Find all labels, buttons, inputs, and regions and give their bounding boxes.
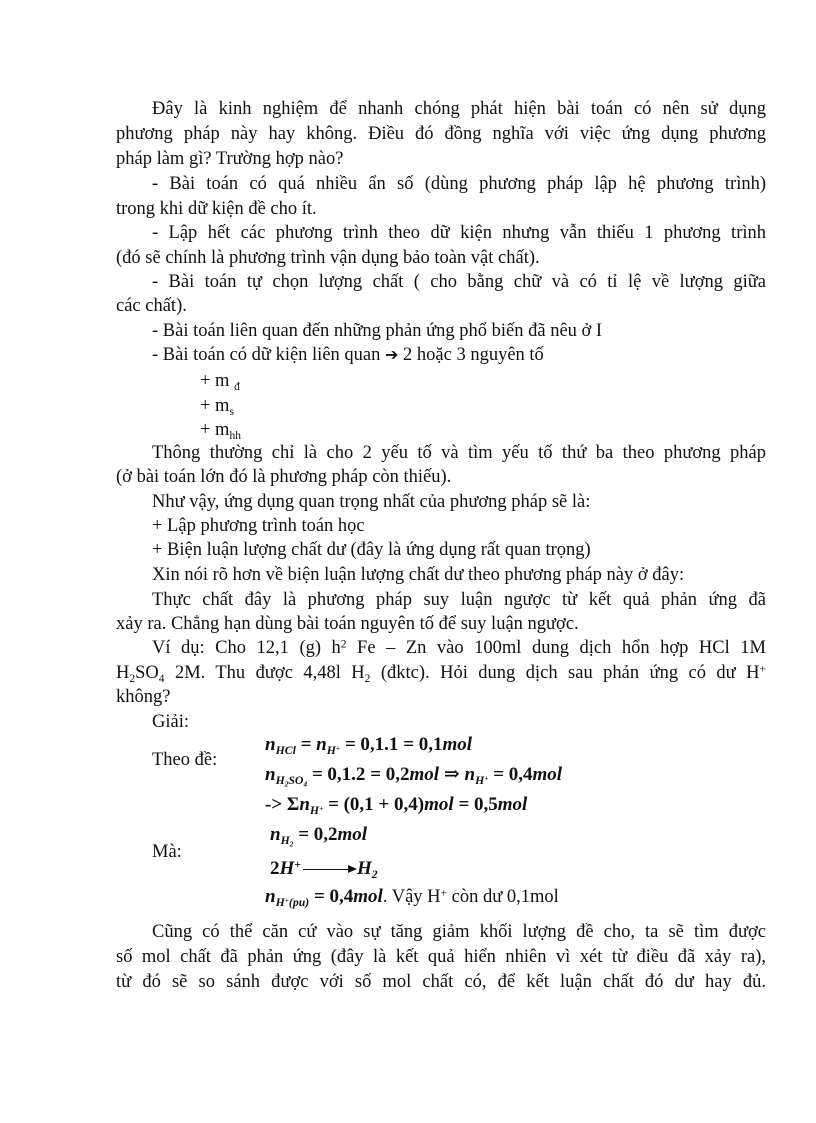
equation-content: 2H+ $H_2$	[270, 858, 378, 882]
list-item: - Bài toán tự chọn lượng chất ( cho bằng chữ và có tỉ lệ về lượng giữa	[152, 272, 766, 292]
paragraph-line: Như vậy, ứng dụng quan trọng nhất của phương pháp sẽ là:	[152, 492, 591, 512]
example-text: 2M. Thu được 4,48l H	[164, 663, 365, 683]
list-item	[152, 343, 766, 367]
subscript: 4	[158, 673, 165, 685]
conclusion-text: . Vậy H	[382, 887, 441, 907]
example-text: SO	[135, 663, 159, 683]
label-theo-de: Theo đề:	[152, 750, 218, 770]
equation-n-h2	[270, 822, 367, 848]
paragraph-line: xảy ra. Chẳng hạn dùng bài toán nguyên tố để suy luận ngược.	[116, 614, 579, 634]
equation-n-h-pu-line	[265, 884, 765, 910]
paragraph-line: Thực chất đây là phương pháp suy luận ngược từ kết quả phản ứng đã	[152, 590, 766, 610]
sub-item-text: + m	[200, 420, 230, 440]
paragraph-line: Thông thường chỉ là cho 2 yếu tố và tìm yếu tố thứ ba theo phương pháp	[152, 443, 766, 463]
superscript: 2	[340, 638, 347, 651]
arrow-right-icon: ➔	[385, 345, 399, 364]
list-item: - Bài toán có quá nhiều ẩn số (dùng phương pháp lập hệ phương trình)	[152, 174, 766, 194]
list-item-text: - Bài toán có dữ kiện liên quan	[152, 345, 381, 365]
paragraph-line: phương pháp này hay không. Điều đó đồng nghĩa với việc ứng dụng phương	[116, 124, 766, 144]
paragraph-line: Xin nói rõ hơn về biện luận lượng chất dư theo phương pháp này ở đây:	[152, 565, 685, 585]
paragraph-line: Cũng có thể căn cứ vào sự tăng giảm khối lượng đề cho, ta sẽ tìm được	[152, 922, 766, 942]
paragraph-line: (đó sẽ chính là phương trình vận dụng bảo toàn vật chất).	[116, 248, 540, 268]
example-line	[116, 661, 766, 685]
example-text: H	[116, 663, 130, 683]
paragraph-line: số mol chất đã phản ứng (đây là kết quả hiển nhiên vì xét từ điều đã xảy ra),	[116, 947, 766, 967]
list-item-text: 2 hoặc 3 nguyên tố	[403, 345, 544, 365]
sub-item-text: + m	[200, 396, 230, 416]
subscript: 2	[364, 673, 371, 685]
equation-content: $n_{H_2SO_4} = 0,1.2 = 0,2mol$ ⇒ $n_{H^+} = 0,4mol$	[265, 764, 563, 789]
list-item: - Bài toán liên quan đến những phản ứng phổ biến đã nêu ở I	[152, 321, 603, 341]
sub-item	[200, 394, 400, 418]
paragraph-line: từ đó sẽ so sánh được với số mol chất có, để kết luận chất đó dư hay đủ.	[116, 972, 766, 992]
equation-content: $n_{H_2} = 0,2mol$	[270, 824, 368, 849]
subscript: s	[229, 406, 234, 418]
paragraph-line: không?	[116, 687, 171, 707]
example-text: Ví dụ: Cho 12,1 (g) h	[152, 638, 341, 658]
equation-n-hcl	[265, 732, 472, 758]
equation-content: $n_{HCl} = n_{H^+} = 0,1.1 = 0,1mol$	[265, 734, 473, 758]
sub-item-text: + m	[200, 371, 230, 391]
sub-item	[200, 369, 400, 393]
equation-content: -> $\Sigma n_{H^+} = (0,1 + 0,4)mol = 0,5mol$	[265, 794, 528, 818]
paragraph-line: pháp làm gì? Trường hợp nào?	[116, 149, 344, 169]
paragraph-line: trong khi dữ kiện đề cho ít.	[116, 199, 317, 219]
list-item: + Biện luận lượng chất dư (đây là ứng dụng rất quan trọng)	[152, 540, 591, 560]
example-text: Fe – Zn vào 100ml dung dịch hổn hợp HCl 1M	[346, 638, 766, 658]
equation-sum-n-h	[265, 792, 527, 818]
paragraph-line: Đây là kinh nghiệm để nhanh chóng phát hiện bài toán có nên sử dụng	[152, 99, 766, 119]
paragraph-line: các chất).	[116, 296, 187, 316]
superscript: +	[759, 663, 766, 676]
equation-reaction	[270, 856, 378, 882]
example-line	[152, 636, 766, 660]
subscript: hh	[229, 430, 241, 442]
subscript: đ	[234, 381, 240, 393]
equation-n-h2so4	[265, 762, 562, 788]
reaction-arrow-icon	[303, 869, 355, 870]
example-text: (đktc). Hỏi dung dịch sau phản ứng có dư H	[370, 663, 760, 683]
sub-item	[200, 418, 400, 442]
paragraph-line: (ở bài toán lớn đó là phương pháp còn thiếu).	[116, 467, 452, 487]
list-item: - Lập hết các phương trình theo dữ kiện nhưng vẫn thiếu 1 phương trình	[152, 223, 766, 243]
superscript: +	[440, 887, 448, 900]
conclusion-text: còn dư 0,1mol	[447, 887, 559, 907]
equation-n-h-pu: $n_{H^+(pu)} = 0,4mol$	[265, 886, 383, 910]
solution-heading: Giải:	[152, 712, 189, 732]
subscript: 2	[129, 673, 136, 685]
label-ma: Mà:	[152, 842, 182, 862]
list-item: + Lập phương trình toán học	[152, 516, 365, 536]
